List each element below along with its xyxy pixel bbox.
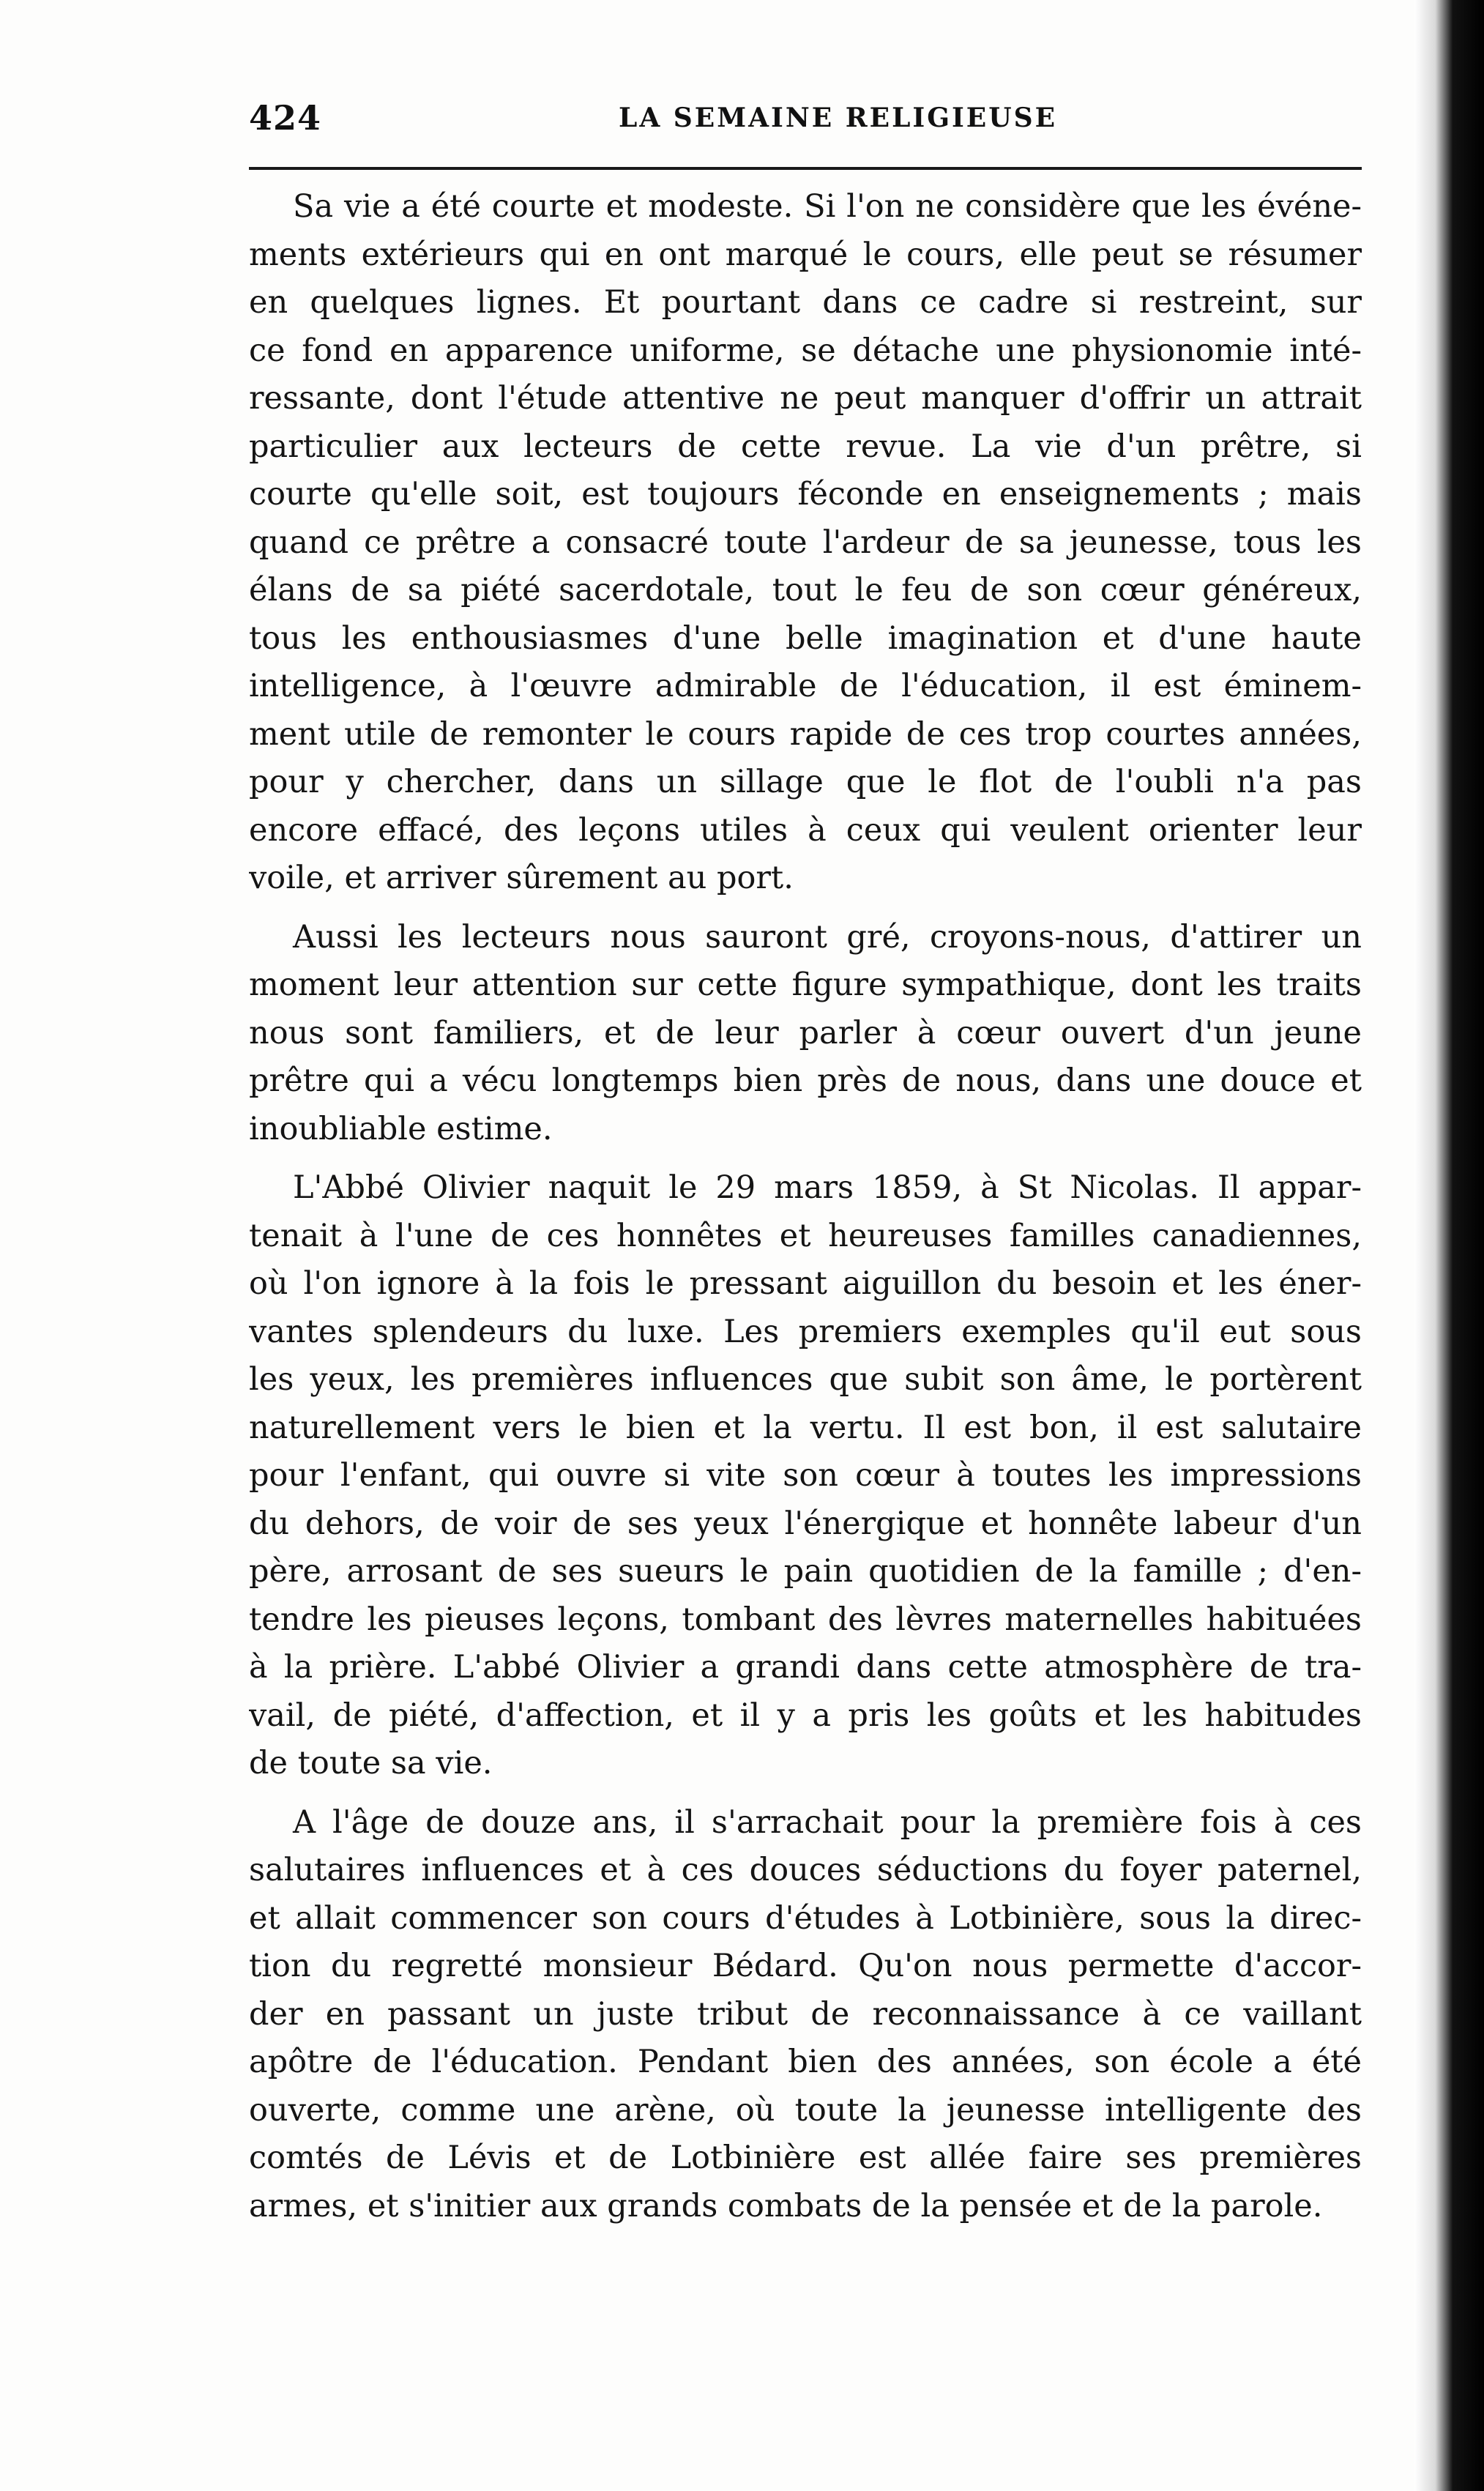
text-line: L'Abbé Olivier naquit le 29 mars 1859, à St Nicolas. Il appar- (293, 1169, 1362, 1206)
text-line: A l'âge de douze ans, il s'arrachait pour la première fois à ces (293, 1803, 1362, 1841)
text-line: les yeux, les premières influences que subit son âme, le portèrent (249, 1361, 1362, 1398)
text-line: encore effacé, des leçons utiles à ceux qui veulent orienter leur (249, 811, 1362, 849)
text-line: ressante, dont l'étude attentive ne peut manquer d'offrir un attrait (249, 380, 1362, 417)
text-line: inoubliable estime. (249, 1110, 553, 1147)
text-line: particulier aux lecteurs de cette revue. La vie d'un prêtre, si (249, 428, 1362, 465)
text-line: ment utile de remonter le cours rapide de ces trop courtes années, (249, 715, 1362, 753)
text-line: salutaires influences et à ces douces séductions du foyer paternel, (249, 1852, 1362, 1888)
text-line: tous les enthousiasmes d'une belle imagination et d'une haute (249, 619, 1362, 657)
text-line: Aussi les lecteurs nous sauront gré, croyons-nous, d'attirer un (293, 918, 1362, 956)
text-line: de toute sa vie. (249, 1745, 493, 1781)
text-line: naturellement vers le bien et la vertu. Il est bon, il est salutaire (249, 1409, 1362, 1446)
text-line: pour l'enfant, qui ouvre si vite son cœur à toutes les impressions (249, 1457, 1362, 1494)
header-rule (249, 167, 1362, 170)
text-line: pour y chercher, dans un sillage que le flot de l'oubli n'a pas (249, 764, 1362, 800)
text-line: tion du regretté monsieur Bédard. Qu'on nous permette d'accor- (249, 1948, 1362, 1984)
text-line: du dehors, de voir de ses yeux l'énergique et honnête labeur d'un (249, 1505, 1362, 1542)
text-line: en quelques lignes. Et pourtant dans ce cadre si restreint, sur (249, 284, 1362, 321)
paragraph (249, 1164, 1362, 1788)
text-line: vail, de piété, d'affection, et il y a pris les goûts et les habitudes (249, 1697, 1362, 1734)
text-line: intelligence, à l'œuvre admirable de l'éducation, il est éminem- (249, 668, 1362, 704)
text-line: apôtre de l'éducation. Pendant bien des années, son école a été (249, 2044, 1362, 2080)
text-line: à la prière. L'abbé Olivier a grandi dans cette atmosphère de tra- (249, 1649, 1362, 1686)
page-header (249, 88, 1362, 146)
binding-shadow (1414, 0, 1484, 2491)
text-line: où l'on ignore à la fois le pressant aiguillon du besoin et les éner- (249, 1265, 1362, 1302)
text-line: ouverte, comme une arène, où toute la jeunesse intelligente des (249, 2091, 1362, 2129)
text-line: moment leur attention sur cette figure sympathique, dont les traits (249, 967, 1362, 1003)
text-line: quand ce prêtre a consacré toute l'ardeur de sa jeunesse, tous les (249, 524, 1362, 561)
text-line: tenait à l'une de ces honnêtes et heureuses familles canadiennes, (249, 1217, 1362, 1254)
paragraph (249, 1799, 1362, 2231)
text-line: courte qu'elle soit, est toujours féconde en enseignements ; mais (249, 476, 1362, 513)
paragraph (249, 183, 1362, 903)
text-line: Sa vie a été courte et modeste. Si l'on ne considère que les événe- (293, 188, 1362, 225)
text-line: ce fond en apparence uniforme, se détache une physionomie inté- (249, 332, 1362, 369)
text-line: vantes splendeurs du luxe. Les premiers exemples qu'il eut sous (249, 1313, 1362, 1350)
body-text (249, 183, 1362, 2241)
text-line: armes, et s'initier aux grands combats de la pensée et de la parole. (249, 2187, 1323, 2224)
text-line: tendre les pieuses leçons, tombant des lèvres maternelles habituées (249, 1601, 1362, 1638)
text-line: voile, et arriver sûrement au port. (249, 860, 794, 896)
text-line: prêtre qui a vécu longtemps bien près de nous, dans une douce et (249, 1062, 1362, 1099)
running-title: LA SEMAINE RELIGIEUSE (619, 103, 1058, 133)
text-line: élans de sa piété sacerdotale, tout le feu de son cœur généreux, (249, 572, 1362, 608)
page-number: 424 (249, 98, 322, 138)
text-line: comtés de Lévis et de Lotbinière est allée faire ses premières (249, 2140, 1362, 2176)
paragraph (249, 914, 1362, 1154)
text-line: père, arrosant de ses sueurs le pain quotidien de la famille ; d'en- (249, 1553, 1362, 1590)
text-line: nous sont familiers, et de leur parler à cœur ouvert d'un jeune (249, 1014, 1362, 1051)
text-line: ments extérieurs qui en ont marqué le cours, elle peut se résumer (249, 236, 1362, 273)
text-line: et allait commencer son cours d'études à Lotbinière, sous la direc- (249, 1899, 1362, 1937)
text-line: der en passant un juste tribut de reconnaissance à ce vaillant (249, 1995, 1362, 2033)
